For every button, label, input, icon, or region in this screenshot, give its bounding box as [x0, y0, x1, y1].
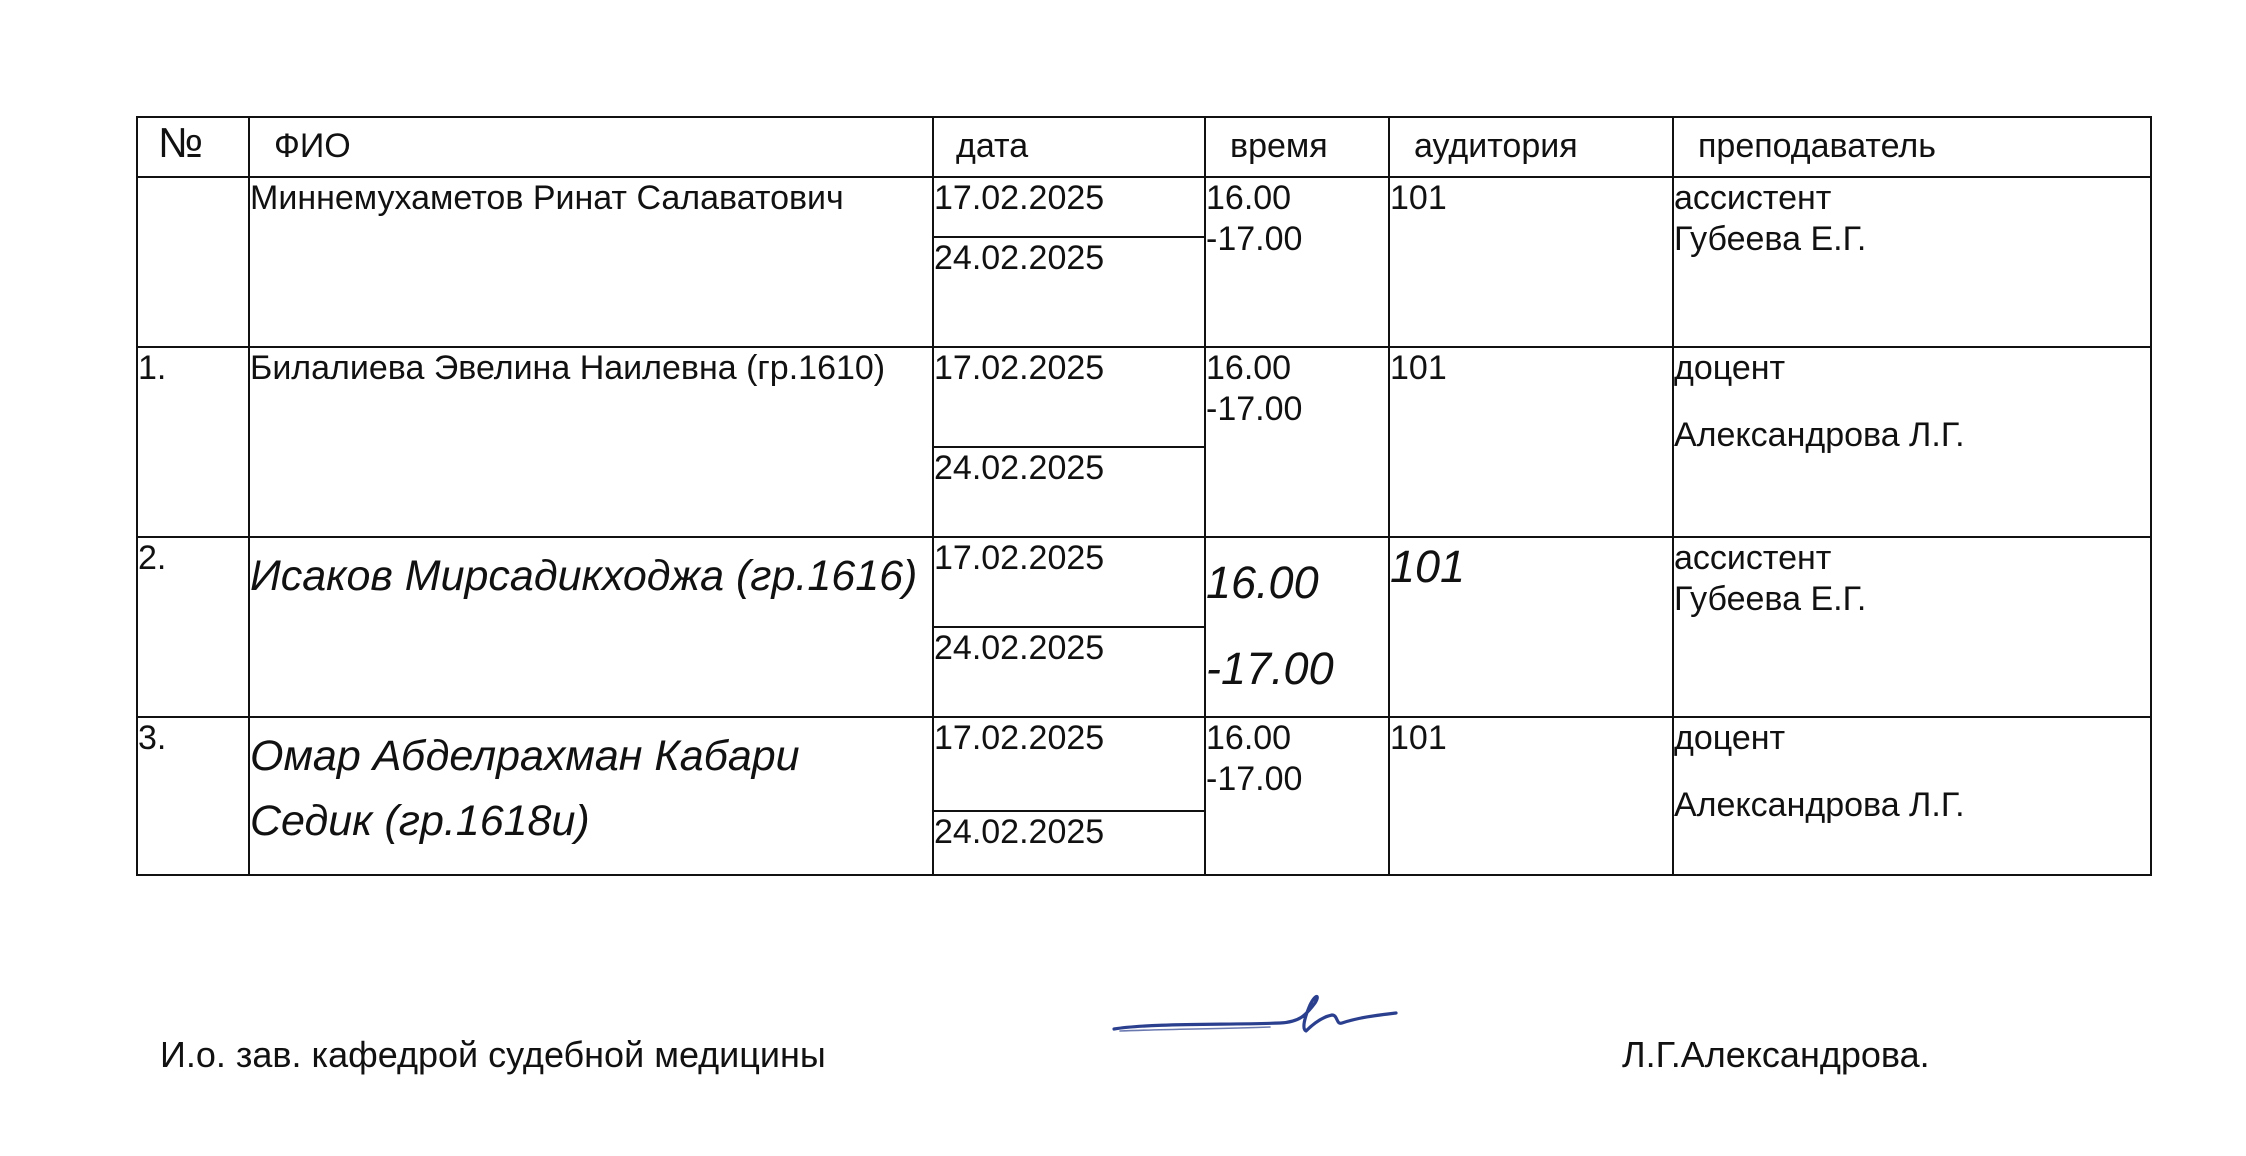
date-cell: 17.02.2025 — [933, 537, 1205, 627]
date-cell: 24.02.2025 — [933, 627, 1205, 717]
header-room: аудитория — [1389, 117, 1673, 177]
teacher-position: ассистент — [1674, 539, 1832, 577]
handwritten-signature — [1110, 985, 1400, 1045]
time-cell — [1205, 537, 1389, 717]
time-to: -17.00 — [1206, 642, 1334, 694]
teacher-name: Александрова Л.Г. — [1674, 785, 1965, 824]
teacher-cell — [1673, 537, 2151, 717]
table-row — [137, 537, 2151, 627]
signatory-name: Л.Г.Александрова. — [1622, 1034, 1930, 1075]
time-to: -17.00 — [1206, 759, 1303, 798]
student-name: Омар Абделрахман Кабари Седик (гр.1618и) — [249, 717, 933, 875]
time-cell — [1205, 177, 1389, 347]
date-cell: 17.02.2025 — [933, 347, 1205, 447]
date-cell: 24.02.2025 — [933, 811, 1205, 875]
room-cell: 101 — [1389, 347, 1673, 537]
date-cell: 24.02.2025 — [933, 447, 1205, 537]
header-date: дата — [933, 117, 1205, 177]
teacher-name: Губеева Е.Г. — [1674, 219, 1867, 258]
header-number: № — [137, 117, 249, 177]
time-cell — [1205, 717, 1389, 875]
header-row — [137, 117, 2151, 177]
signatory-title: И.о. зав. кафедрой судебной медицины — [160, 1034, 826, 1075]
date-cell: 17.02.2025 — [933, 177, 1205, 237]
time-from: 16.00 — [1206, 719, 1292, 757]
table-row — [137, 347, 2151, 447]
time-to: -17.00 — [1206, 389, 1303, 428]
teacher-cell — [1673, 177, 2151, 347]
teacher-position: доцент — [1674, 349, 1786, 387]
time-cell — [1205, 347, 1389, 537]
time-to: -17.00 — [1206, 219, 1303, 258]
date-cell: 24.02.2025 — [933, 237, 1205, 347]
time-from: 16.00 — [1206, 179, 1292, 217]
student-name: Миннемухаметов Ринат Салаватович — [249, 177, 933, 347]
table-row — [137, 717, 2151, 811]
room-cell: 101 — [1389, 717, 1673, 875]
student-name: Исаков Мирсадикходжа (гр.1616) — [249, 537, 933, 717]
teacher-cell — [1673, 717, 2151, 875]
schedule-table — [136, 116, 2152, 876]
row-number — [137, 177, 249, 347]
date-cell: 17.02.2025 — [933, 717, 1205, 811]
time-from: 16.00 — [1206, 349, 1292, 387]
header-teacher: преподаватель — [1673, 117, 2151, 177]
table-row — [137, 177, 2151, 237]
row-number: 3. — [137, 717, 249, 875]
teacher-name: Александрова Л.Г. — [1674, 415, 1965, 454]
room-cell: 101 — [1389, 177, 1673, 347]
time-from: 16.00 — [1206, 557, 1319, 608]
teacher-name: Губеева Е.Г. — [1674, 579, 1867, 618]
teacher-position: доцент — [1674, 719, 1786, 757]
row-number: 1. — [137, 347, 249, 537]
room-cell: 101 — [1389, 537, 1673, 717]
row-number: 2. — [137, 537, 249, 717]
teacher-cell — [1673, 347, 2151, 537]
student-name: Билалиева Эвелина Наилевна (гр.1610) — [249, 347, 933, 537]
header-name: ФИО — [249, 117, 933, 177]
header-time: время — [1205, 117, 1389, 177]
teacher-position: ассистент — [1674, 179, 1832, 217]
